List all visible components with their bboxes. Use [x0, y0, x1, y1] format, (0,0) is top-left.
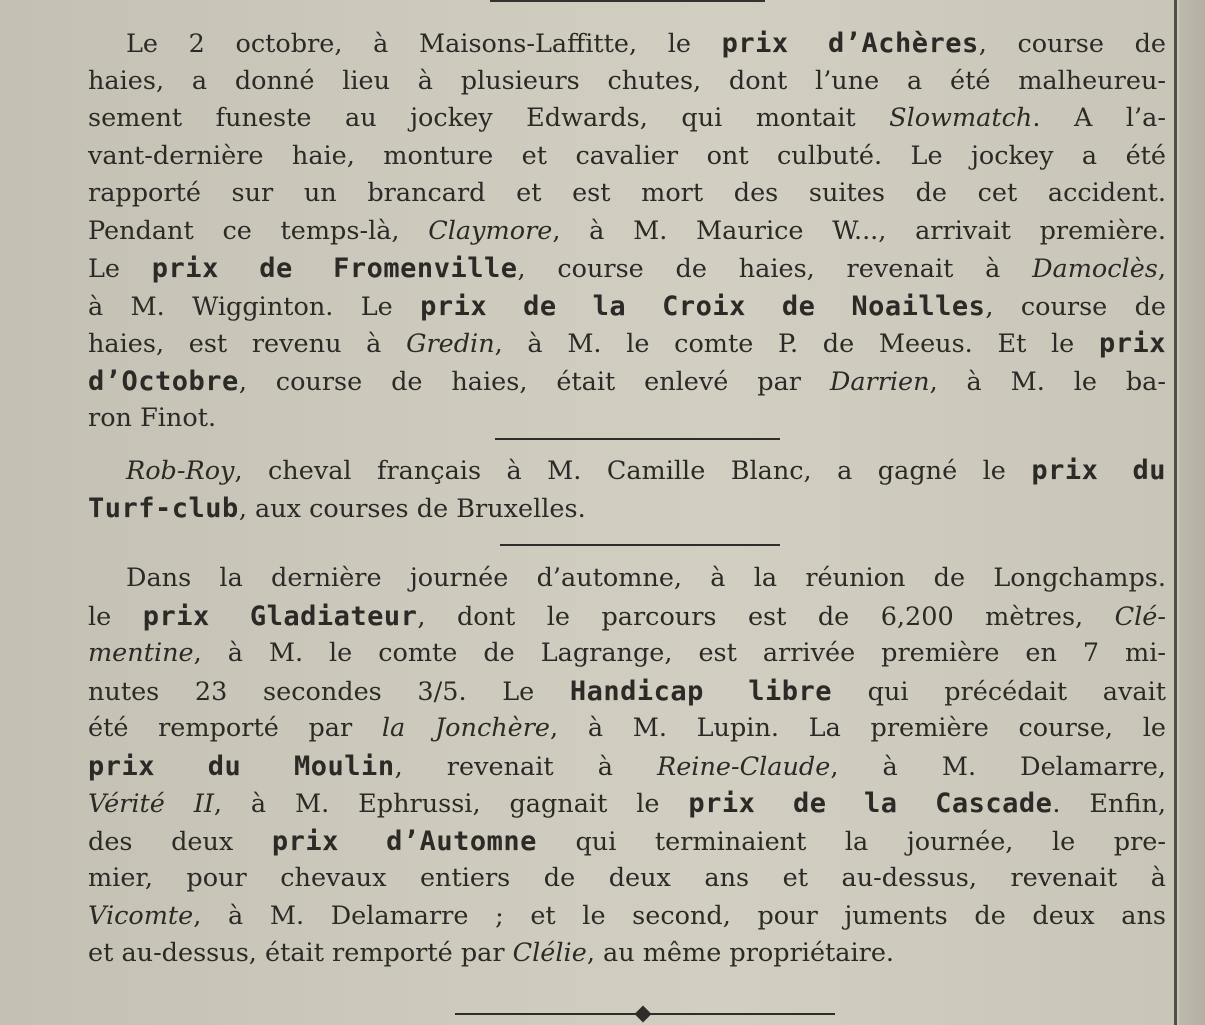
- race-name: prix de la Cascade: [688, 788, 1053, 819]
- race-name: d’Octobre: [88, 365, 239, 397]
- race-name: prix du Moulin: [88, 750, 395, 782]
- text-line: à M. Wigginton. Le prix de la Croix de Noailles, course de: [88, 290, 1167, 322]
- page-edge: [1179, 0, 1205, 1025]
- race-name: prix d’Automne: [271, 825, 537, 857]
- race-name: prix de Fromenville: [151, 253, 518, 284]
- paragraph-achères: [88, 25, 1166, 438]
- text-line: nutes 23 secondes 3/5. Le Handicap libre qui précédait avait: [88, 675, 1166, 707]
- horse-name: Slowmatch: [889, 103, 1033, 133]
- horse-name: Rob-Roy: [126, 456, 235, 486]
- end-ornament-rule: [455, 1008, 835, 1020]
- text-line: le prix Gladiateur, dont le parcours est de 6,200 mètres, Clé-: [88, 600, 1166, 632]
- horse-name: Darrien: [829, 366, 930, 397]
- text-line: vant-dernière haie, monture et cavalier ont culbuté. Le jockey a été: [88, 140, 1166, 171]
- horse-name: Gredin: [406, 329, 495, 359]
- race-name: Handicap libre: [569, 675, 833, 707]
- diamond-icon: [635, 1006, 652, 1023]
- text-line: et au-dessus, était remporté par Clélie, au même propriétaire.: [88, 938, 895, 968]
- text-line: été remporté par la Jonchère, à M. Lupin. La première course, le: [88, 713, 1166, 743]
- race-name: prix Gladiateur: [142, 600, 418, 632]
- text-line: ron Finot.: [88, 403, 217, 433]
- paragraph-longchamps: [88, 560, 1166, 973]
- race-name: prix de la Croix de Noailles: [420, 290, 986, 322]
- text-line: Vicomte, à M. Delamarre ; et le second, pour juments de deux ans: [88, 900, 1166, 931]
- text-line: Le 2 octobre, à Maisons-Laffitte, le prix d’Achères, course de: [126, 28, 1166, 59]
- race-name: prix du: [1031, 455, 1166, 486]
- text-line: Turf-club, aux courses de Bruxelles.: [88, 492, 586, 524]
- top-separator-rule: [490, 0, 765, 2]
- text-line: d’Octobre, course de haies, était enlevé par Darrien, à M. le ba-: [88, 365, 1166, 397]
- text-line: haies, est revenu à Gredin, à M. le comte P. de Meeus. Et le prix: [88, 328, 1166, 359]
- horse-name: Vérité II: [88, 789, 214, 819]
- text-line: Vérité II, à M. Ephrussi, gagnait le prix de la Cascade. Enfin,: [88, 788, 1166, 819]
- text-line: sement funeste au jockey Edwards, qui montait Slowmatch. A l’a-: [88, 103, 1166, 133]
- text-line: Le prix de Fromenville, course de haies, revenait à Damoclès,: [88, 253, 1166, 284]
- text-line: mier, pour chevaux entiers de deux ans et au-dessus, revenait à: [88, 863, 1166, 893]
- text-line: Rob-Roy, cheval français à M. Camille Blanc, a gagné le prix du: [126, 455, 1166, 486]
- horse-name: Damoclès: [1032, 254, 1158, 284]
- paragraph-rob-roy: [88, 452, 1166, 527]
- text-line: haies, a donné lieu à plusieurs chutes, dont l’une a été malheureu-: [88, 65, 1166, 96]
- text-line: Dans la dernière journée d’automne, à la réunion de Longchamps.: [126, 563, 1166, 593]
- horse-name: Clélie: [512, 938, 587, 968]
- section-separator-rule: [495, 438, 780, 440]
- race-name: prix: [1098, 328, 1166, 359]
- horse-name: Clé-: [1114, 601, 1166, 632]
- text-line: rapporté sur un brancard et est mort des suites de cet accident.: [88, 178, 1166, 208]
- text-line: des deux prix d’Automne qui terminaient la journée, le pre-: [88, 825, 1167, 857]
- horse-name: mentine: [88, 638, 194, 668]
- horse-name: Claymore: [428, 215, 553, 246]
- horse-name: la Jonchère: [381, 713, 551, 743]
- horse-name: Reine-Claude: [657, 751, 831, 782]
- text-line: Pendant ce temps-là, Claymore, à M. Maurice W..., arrivait première.: [88, 215, 1166, 246]
- race-name: prix d’Achères: [721, 28, 979, 59]
- column-rule: [1174, 0, 1177, 1025]
- race-name: Turf-club: [88, 492, 239, 524]
- section-separator-rule: [500, 544, 780, 546]
- text-line: mentine, à M. le comte de Lagrange, est arrivée première en 7 mi-: [88, 638, 1166, 668]
- horse-name: Vicomte: [88, 900, 194, 931]
- text-line: prix du Moulin, revenait à Reine-Claude, à M. Delamarre,: [88, 750, 1167, 782]
